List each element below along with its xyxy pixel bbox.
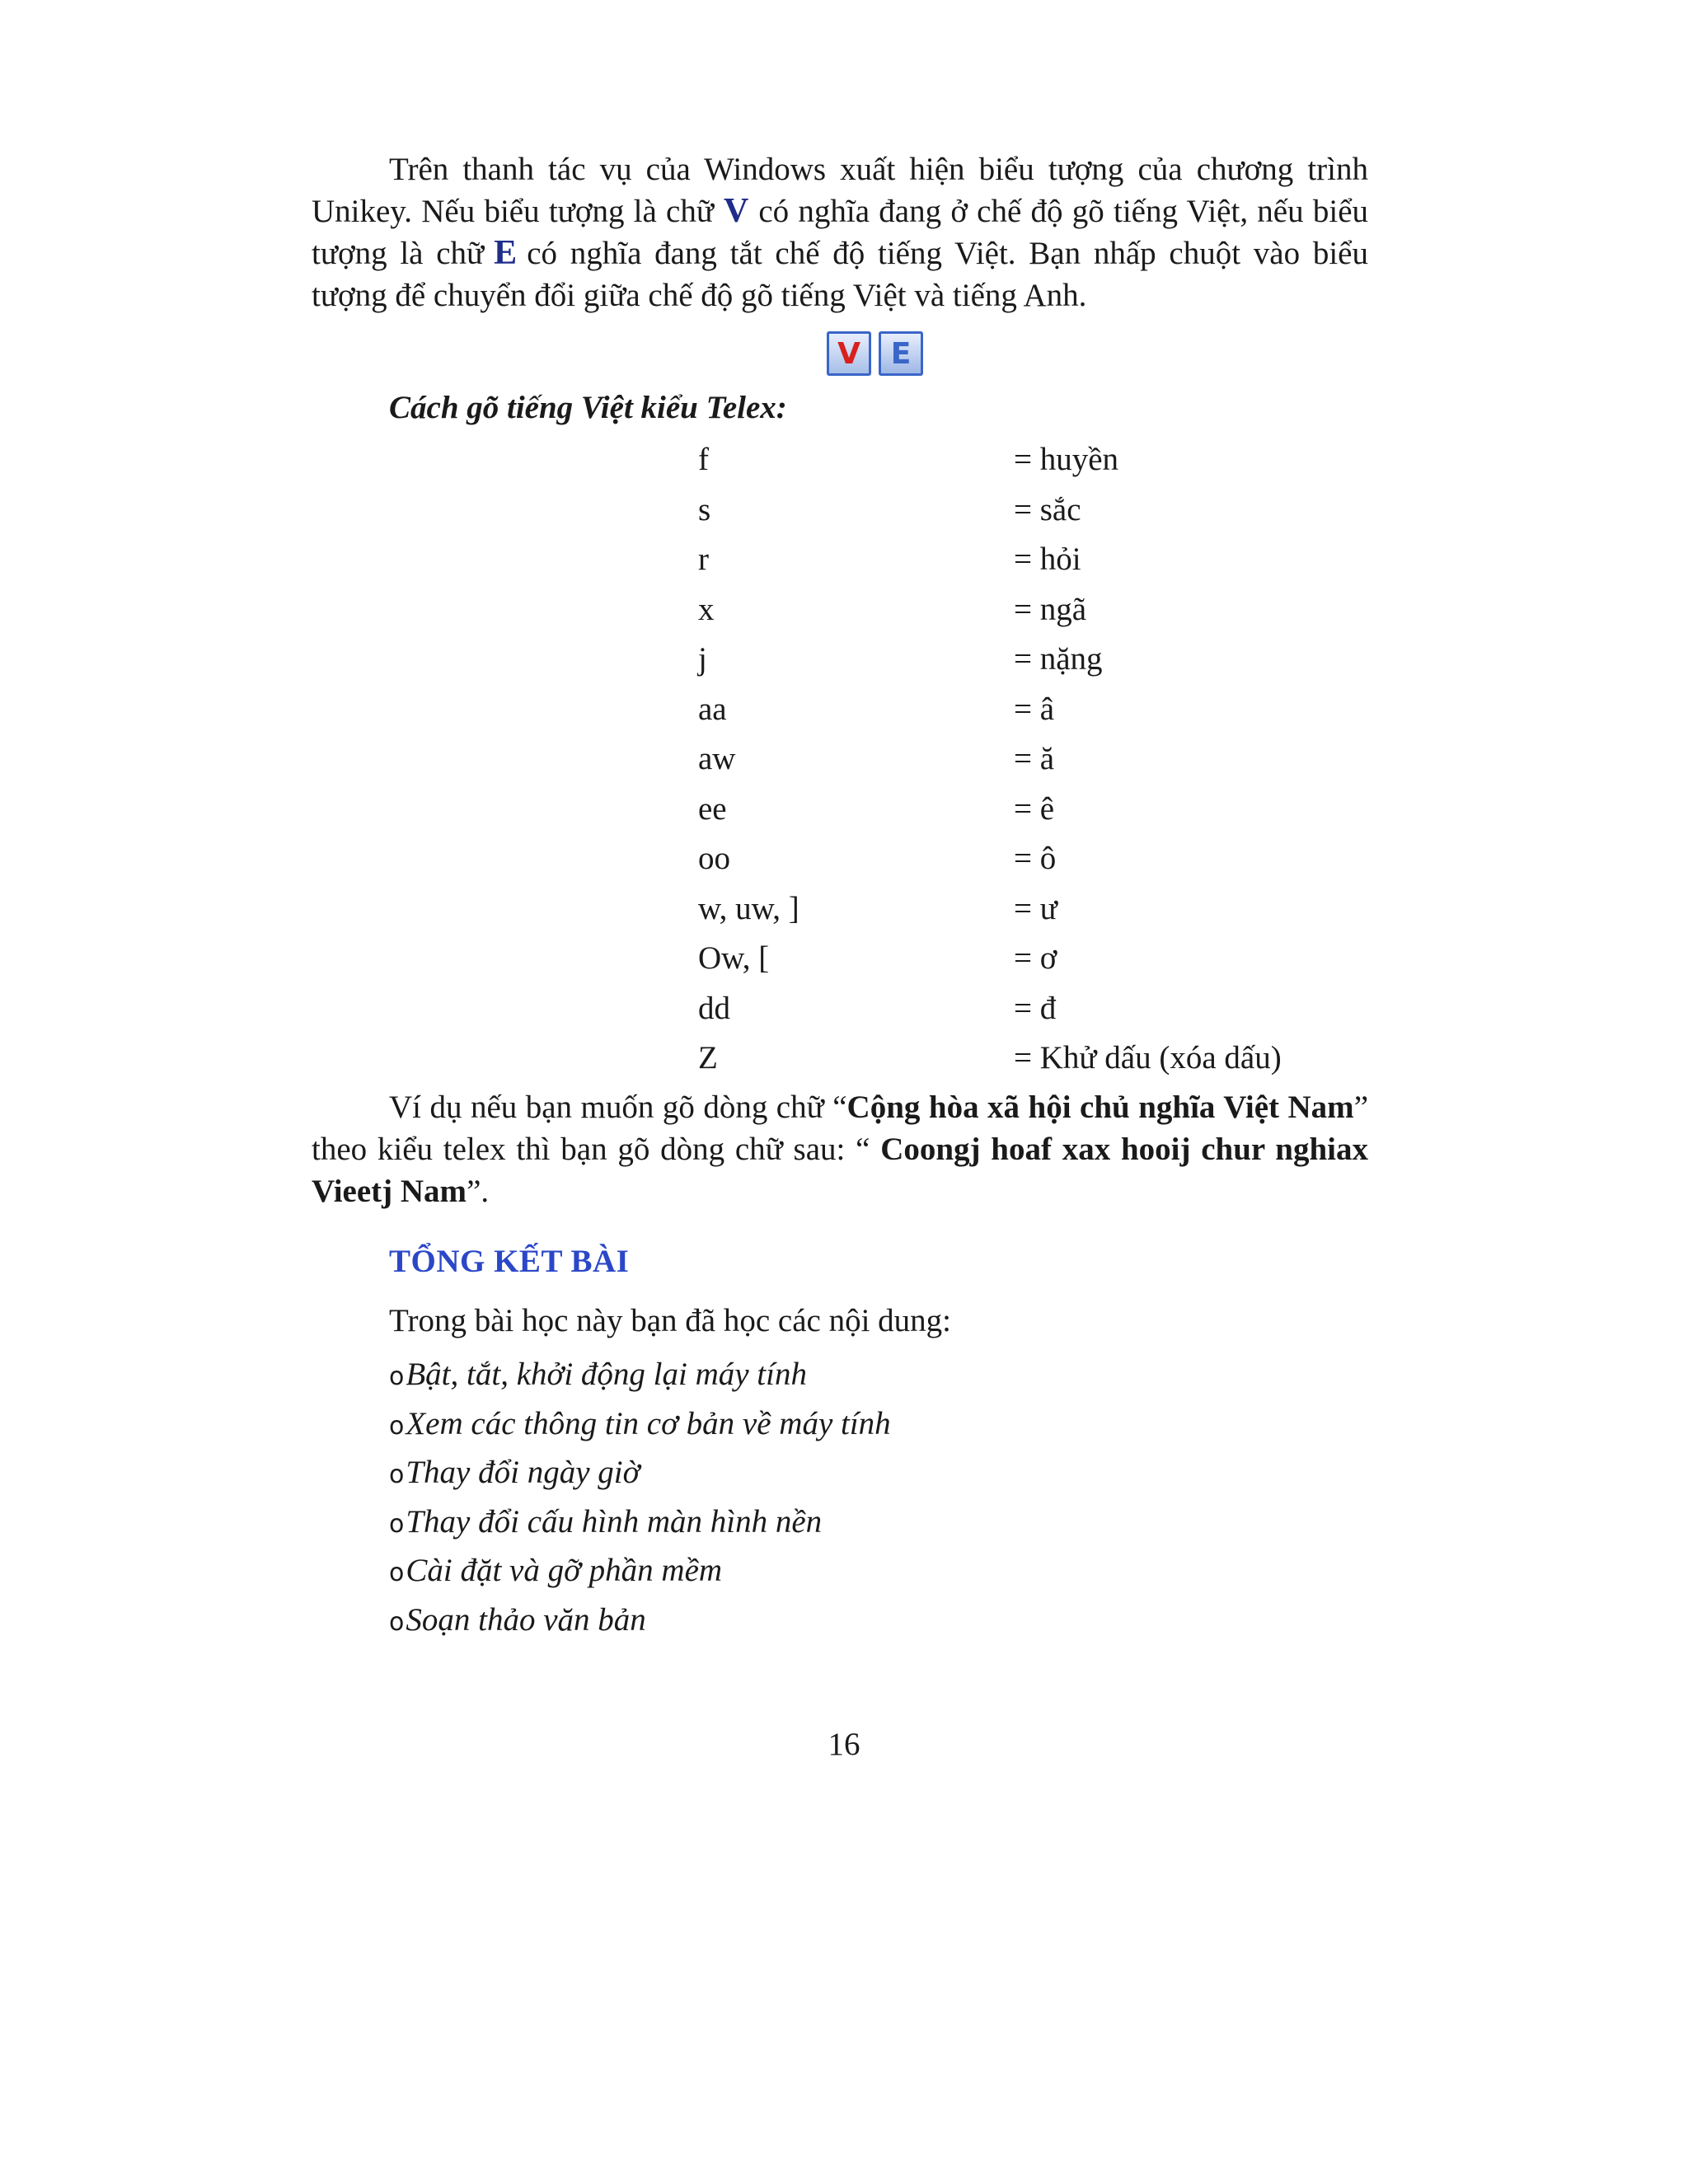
- telex-value: = sắc: [1014, 491, 1081, 527]
- bullet-icon: o: [389, 1509, 405, 1539]
- telex-value: = ô: [1014, 841, 1057, 876]
- telex-key: dd: [698, 990, 730, 1026]
- telex-value: = hỏi: [1014, 541, 1081, 577]
- bullet-icon: o: [389, 1607, 405, 1637]
- list-item-text: Bật, tắt, khởi động lại máy tính: [406, 1357, 807, 1392]
- list-item-text: Soạn thảo văn bản: [406, 1601, 646, 1638]
- list-item: [389, 1451, 891, 1501]
- list-item-text: Cài đặt và gỡ phần mềm: [406, 1553, 723, 1588]
- unikey-vietnamese-icon[interactable]: [827, 331, 871, 376]
- example-text-1: Ví dụ nếu bạn muốn gõ dòng chữ “: [389, 1090, 847, 1125]
- telex-key: w, uw, ]: [698, 890, 799, 926]
- telex-value: = ă: [1014, 741, 1055, 776]
- intro-text-3: có nghĩa đang tắt chế độ tiếng Việt. Bạn nhấp chuột vào biểu tượng để chuyển đổi giữa chế độ gõ tiếng Việt và tiếng Anh.: [312, 236, 1368, 313]
- telex-key: x: [698, 591, 715, 627]
- example-text-2: ” theo kiểu telex thì bạn gõ dòng chữ sau: “: [312, 1090, 1368, 1167]
- telex-key: f: [698, 442, 709, 477]
- intro-paragraph: [312, 148, 1368, 316]
- intro-text-1: Trên thanh tác vụ của Windows xuất hiện biểu tượng của chương trình Unikey. Nếu biểu tượng là chữ: [312, 152, 1368, 229]
- telex-key: r: [698, 541, 709, 577]
- icon-v-label: V: [837, 336, 860, 371]
- telex-value: = ư: [1014, 890, 1057, 926]
- intro-text-2: có nghĩa đang ở chế độ gõ tiếng Việt, nếu biểu tượng là chữ: [312, 194, 1368, 271]
- telex-key: Z: [698, 1040, 718, 1076]
- list-item-text: Xem các thông tin cơ bản về máy tính: [406, 1405, 891, 1441]
- bullet-icon: o: [389, 1411, 405, 1441]
- bullet-icon: o: [389, 1558, 405, 1587]
- telex-heading: Cách gõ tiếng Việt kiểu Telex:: [389, 390, 787, 425]
- example-bold-2: Coongj hoaf xax hooij chur nghiax Vieetj Nam: [312, 1132, 1368, 1209]
- telex-value: = nặng: [1014, 641, 1103, 677]
- example-text-3: ”.: [467, 1174, 490, 1209]
- bullet-icon: o: [389, 1362, 405, 1391]
- telex-value: = đ: [1014, 990, 1057, 1026]
- summary-title: TỔNG KẾT BÀI: [389, 1244, 630, 1279]
- list-item: [389, 1353, 891, 1403]
- summary-intro: Trong bài học này bạn đã học các nội dung:: [389, 1303, 951, 1338]
- telex-key: ee: [698, 790, 727, 827]
- telex-value: = â: [1014, 691, 1055, 727]
- letter-v: V: [724, 192, 749, 230]
- list-item: [389, 1599, 891, 1648]
- list-item: [389, 1501, 891, 1550]
- unikey-english-icon[interactable]: [879, 331, 923, 376]
- telex-key: aa: [698, 691, 727, 727]
- telex-value: = Khử dấu (xóa dấu): [1014, 1040, 1282, 1076]
- page-number: 16: [828, 1727, 860, 1762]
- bullet-icon: o: [389, 1460, 405, 1489]
- telex-key: s: [698, 491, 711, 527]
- telex-key: j: [698, 641, 707, 677]
- telex-value: = huyền: [1014, 442, 1119, 477]
- telex-value: = ngã: [1014, 591, 1087, 627]
- list-item: [389, 1403, 891, 1452]
- example-bold-1: Cộng hòa xã hội chủ nghĩa Việt Nam: [846, 1090, 1354, 1125]
- list-item-text: Thay đổi cấu hình màn hình nền: [406, 1503, 823, 1540]
- list-item: [389, 1549, 891, 1599]
- telex-key: aw: [698, 741, 736, 776]
- unikey-icons: [827, 331, 923, 376]
- telex-key: Ow, [: [698, 940, 770, 976]
- icon-e-label: E: [890, 336, 912, 371]
- telex-value: = ê: [1014, 790, 1055, 827]
- telex-key: oo: [698, 841, 730, 876]
- letter-e: E: [494, 234, 518, 272]
- list-item-text: Thay đổi ngày giờ: [406, 1455, 640, 1490]
- example-paragraph: [312, 1086, 1368, 1212]
- telex-value: = ơ: [1014, 940, 1057, 976]
- summary-list: [389, 1353, 891, 1647]
